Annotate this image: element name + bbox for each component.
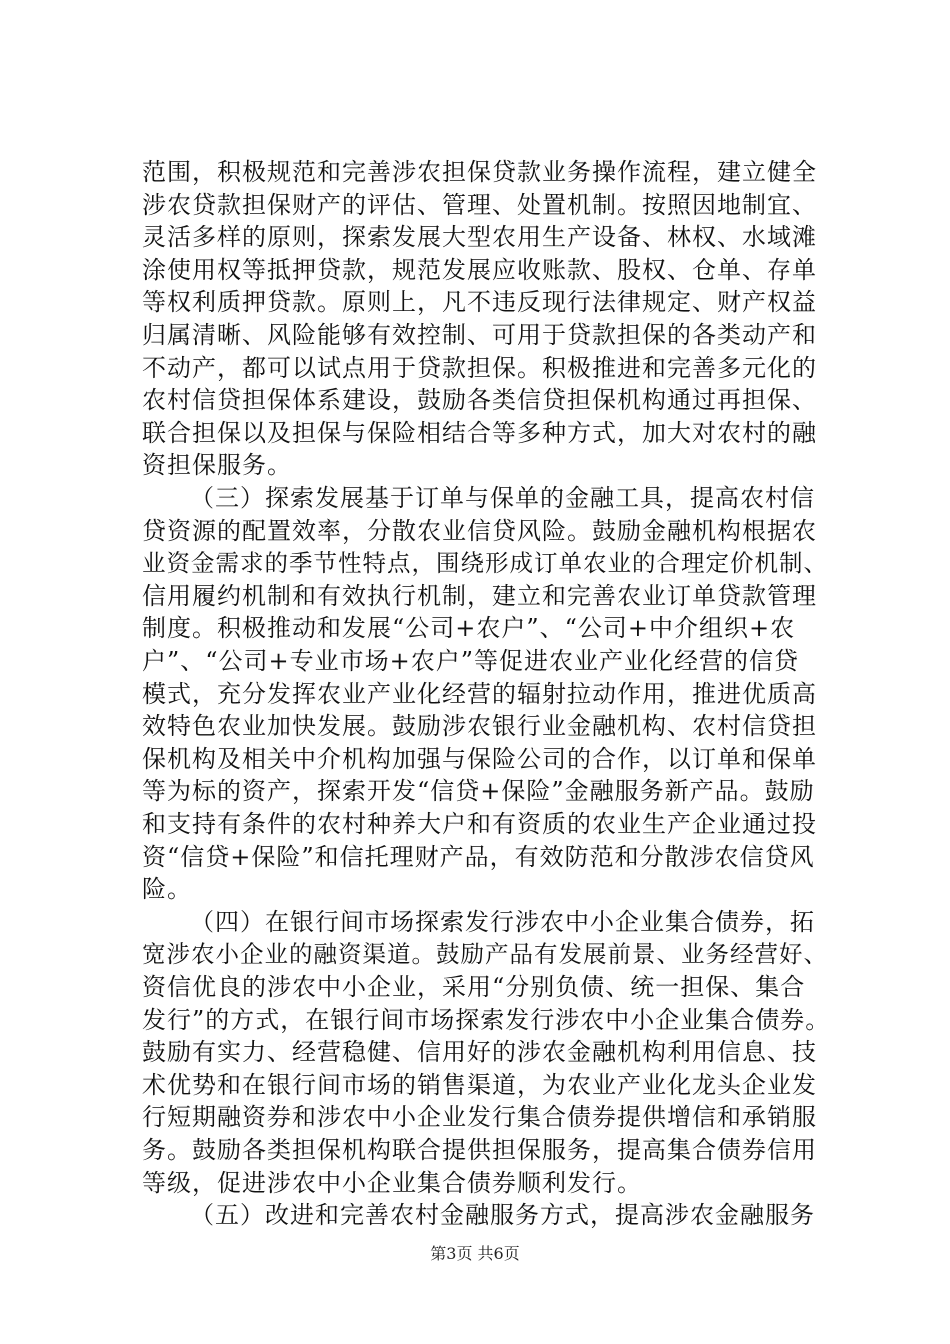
body-text-line: 术优势和在银行间市场的销售渠道，为农业产业化龙头企业发 [142, 1070, 817, 1099]
body-text-line: 模式，充分发挥农业产业化经营的辐射拉动作用，推进优质高 [142, 679, 817, 708]
body-text-line: 涂使用权等抵押贷款，规范发展应收账款、股权、仓单、存单 [142, 255, 817, 284]
body-text-line: 险。 [142, 875, 192, 904]
body-text-line: 发行”的方式，在银行间市场探索发行涉农中小企业集合债券。 [142, 1005, 831, 1034]
body-text-line: 务。鼓励各类担保机构联合提供担保服务，提高集合债券信用 [142, 1136, 817, 1164]
body-text-line: 业资金需求的季节性特点，围绕形成订单农业的合理定价机制、 [142, 549, 828, 578]
body-text-line: 农村信贷担保体系建设，鼓励各类信贷担保机构通过再担保、 [142, 386, 817, 415]
paragraph-start-line: （五）改进和完善农村金融服务方式，提高涉农金融服务 [190, 1201, 815, 1230]
body-text-line: 涉农贷款担保财产的评估、管理、处置机制。按照因地制宜、 [142, 190, 817, 219]
body-text-line: 资担保服务。 [142, 451, 292, 480]
body-text-line: 资“信贷+保险”和信托理财产品，有效防范和分散涉农信贷风 [142, 842, 815, 871]
body-text-line: 制度。积极推动和发展“公司+农户”、“公司+中介组织+农 [142, 614, 796, 643]
body-text-line: 资信优良的涉农中小企业，采用“分别负债、统一担保、集合 [142, 973, 806, 1001]
body-text-line: 等为标的资产，探索开发“信贷+保险”金融服务新产品。鼓励 [142, 777, 815, 806]
body-text-line: 灵活多样的原则，探索发展大型农用生产设备、林权、水域滩 [142, 223, 817, 252]
body-text-line: 不动产，都可以试点用于贷款担保。积极推进和完善多元化的 [142, 353, 817, 382]
body-text-line: 贷资源的配置效率，分散农业信贷风险。鼓励金融机构根据农 [142, 516, 817, 545]
body-text-line: 宽涉农小企业的融资渠道。鼓励产品有发展前景、业务经营好、 [142, 940, 828, 969]
body-text-line: 和支持有条件的农村种养大户和有资质的农业生产企业通过投 [142, 810, 817, 838]
body-text-line: 信用履约机制和有效执行机制，建立和完善农业订单贷款管理 [142, 581, 817, 610]
body-text-line: 等级，促进涉农中小企业集合债券顺利发行。 [142, 1168, 642, 1197]
body-text-line: 户”、“公司+专业市场+农户”等促进农业产业化经营的信贷 [142, 647, 800, 675]
body-text-line: 联合担保以及担保与保险相结合等多种方式，加大对农村的融 [142, 418, 817, 447]
body-text-line: 行短期融资券和涉农中小企业发行集合债券提供增信和承销服 [142, 1103, 817, 1132]
body-text-line: 归属清晰、风险能够有效控制、可用于贷款担保的各类动产和 [142, 321, 817, 349]
paragraph-start-line: （四）在银行间市场探索发行涉农中小企业集合债券，拓 [190, 907, 815, 936]
body-text-line: 效特色农业加快发展。鼓励涉农银行业金融机构、农村信贷担 [142, 712, 817, 741]
paragraph-start-line: （三）探索发展基于订单与保单的金融工具，提高农村信 [190, 484, 815, 512]
body-text-line: 鼓励有实力、经营稳健、信用好的涉农金融机构利用信息、技 [142, 1038, 817, 1067]
body-text-line: 保机构及相关中介机构加强与保险公司的合作，以订单和保单 [142, 744, 817, 773]
page-footer: 第3页 共6页 [430, 1244, 520, 1263]
body-text-line: 范围，积极规范和完善涉农担保贷款业务操作流程，建立健全 [142, 158, 817, 186]
body-text-line: 等权利质押贷款。原则上，凡不违反现行法律规定、财产权益 [142, 288, 817, 317]
